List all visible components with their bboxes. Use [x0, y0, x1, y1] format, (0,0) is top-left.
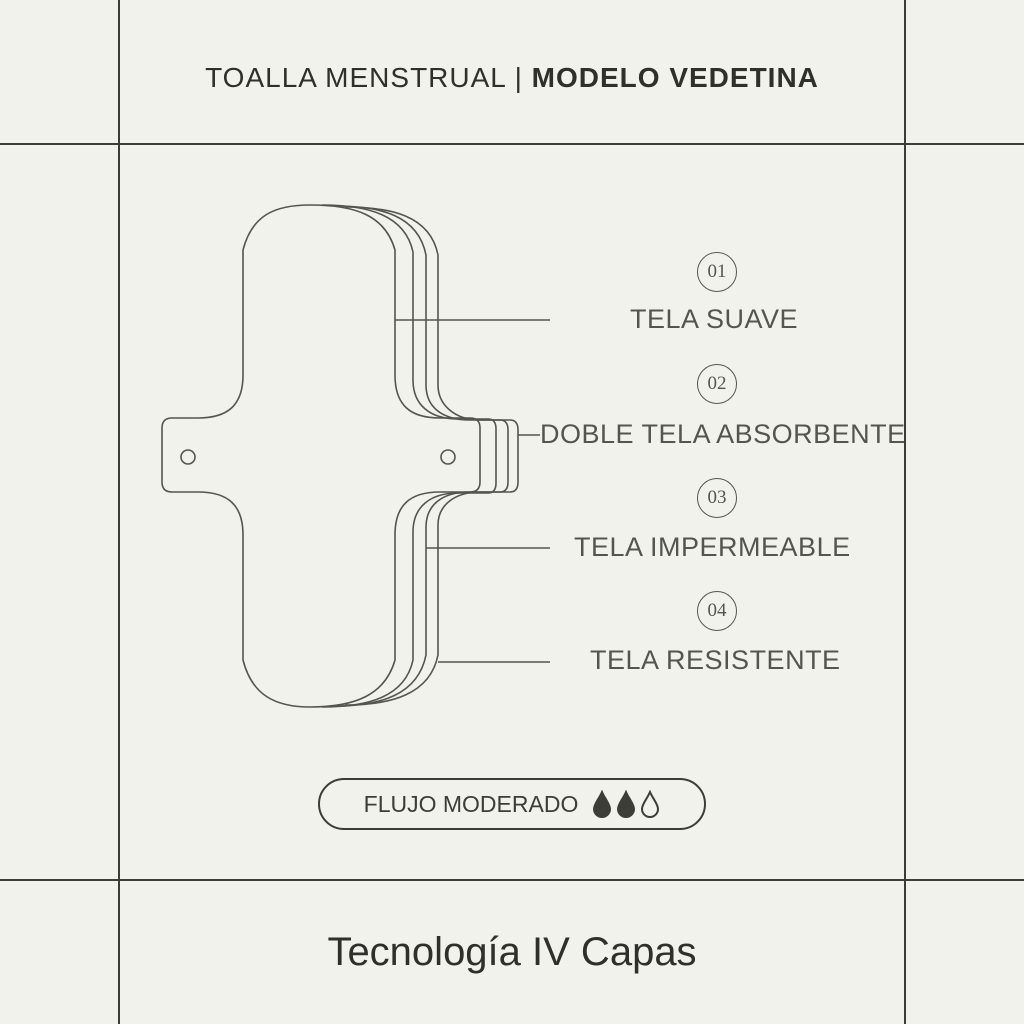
pad-layer-4-outline [345, 207, 518, 705]
flow-label: FLUJO MODERADO [363, 790, 579, 817]
layer-label-2: DOBLE TELA ABSORBENTE [540, 419, 906, 449]
flow-drops [592, 790, 660, 818]
snap-hole-right [441, 450, 455, 464]
title-light: TOALLA MENSTRUAL | [205, 62, 532, 93]
layer-label-3: TELA IMPERMEABLE [574, 532, 851, 562]
layer-number-4: 04 [697, 591, 737, 631]
title-bold: MODELO VEDETINA [531, 62, 819, 93]
layer-label-4: TELA RESISTENTE [590, 645, 841, 675]
footer-title: Tecnología IV Capas [327, 930, 697, 974]
snap-hole-left [181, 450, 195, 464]
drop-filled-icon [616, 790, 636, 818]
layer-number-2: 02 [697, 364, 737, 404]
pad-layer-2-outline [322, 205, 496, 707]
layer-label-1: TELA SUAVE [630, 304, 799, 334]
layer-number-3: 03 [697, 478, 737, 518]
pad-layer-3-outline [335, 206, 508, 706]
drop-empty-icon [640, 790, 660, 818]
layer-number-1: 01 [697, 252, 737, 292]
pad-layer-1-outline [162, 205, 480, 707]
flow-badge [318, 778, 706, 830]
drop-filled-icon [592, 790, 612, 818]
